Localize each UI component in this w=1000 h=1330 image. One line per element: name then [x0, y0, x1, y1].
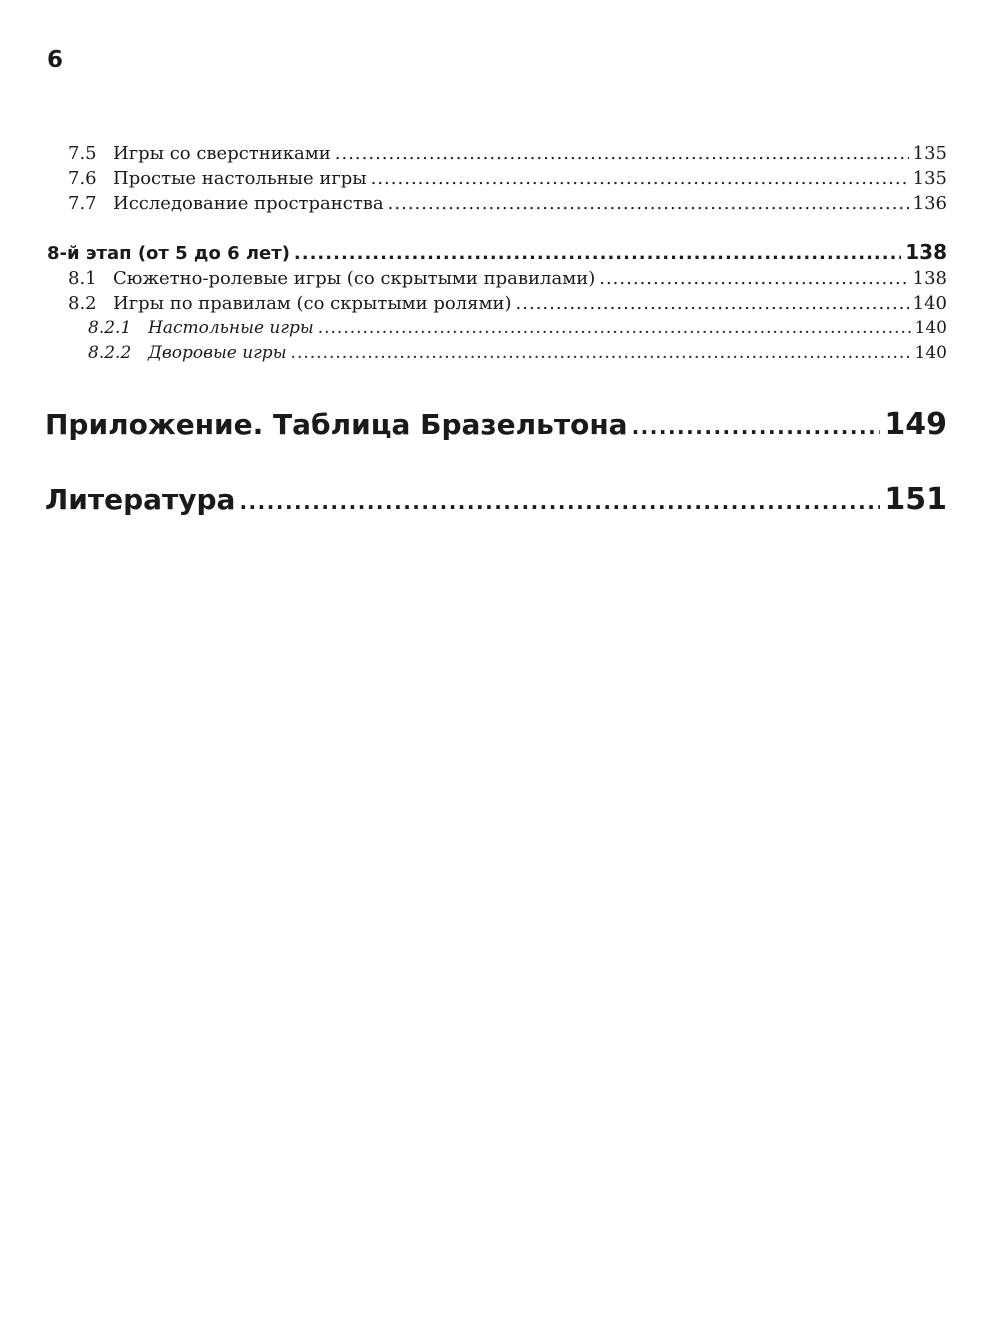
dot-leader: [371, 166, 909, 191]
toc-entry-8-2: [68, 291, 947, 316]
section-title: Игры со сверстниками: [113, 143, 331, 164]
section-title: Игры по правилам (со скрытыми ролями): [113, 293, 512, 314]
section-title: Дворовые игры: [148, 343, 287, 363]
page-ref: 135: [912, 143, 947, 164]
section-title: Сюжетно-ролевые игры (со скрытыми правилами): [113, 268, 596, 289]
section-number: 7.6: [68, 168, 97, 189]
page-ref: 149: [884, 407, 947, 442]
page-number: 6: [47, 47, 64, 73]
dot-leader: [599, 266, 908, 291]
page-ref: 151: [884, 482, 947, 517]
section-number: 8.2: [68, 293, 97, 314]
toc-entry-7-7: [68, 191, 947, 216]
toc-bibliography: [45, 480, 947, 520]
section-title: Настольные игры: [148, 318, 314, 338]
page-ref: 135: [912, 168, 947, 189]
dot-leader: [516, 291, 909, 316]
page-ref: 140: [912, 293, 947, 314]
page-ref: 140: [914, 318, 947, 338]
section-number: 7.7: [68, 193, 97, 214]
section-title: Исследование пространства: [113, 193, 384, 214]
section-number: 8.2.2: [88, 343, 132, 363]
section-number: 8.1: [68, 268, 97, 289]
stage-title: 8-й этап (от 5 до 6 лет): [47, 243, 290, 264]
dot-leader: [335, 141, 909, 166]
page-ref: 140: [914, 343, 947, 363]
page-ref: 138: [905, 240, 947, 264]
dot-leader: [388, 191, 909, 216]
dot-leader: [318, 316, 911, 341]
toc-stage-8: [47, 239, 947, 265]
toc-entry-8-2-2: [88, 341, 947, 366]
toc-entry-7-5: [68, 141, 947, 166]
toc-entry-8-2-1: [88, 316, 947, 341]
page-ref: 138: [912, 268, 947, 289]
section-number: 7.5: [68, 143, 97, 164]
chapter-title: Приложение. Таблица Бразельтона: [45, 408, 628, 441]
chapter-title: Литература: [45, 483, 236, 516]
dot-leader: [632, 407, 881, 447]
page-ref: 136: [912, 193, 947, 214]
toc-entry-7-6: [68, 166, 947, 191]
toc-appendix: [45, 405, 947, 445]
section-title: Простые настольные игры: [113, 168, 367, 189]
dot-leader: [291, 341, 911, 366]
toc-entry-8-1: [68, 266, 947, 291]
dot-leader: [294, 241, 901, 267]
dot-leader: [239, 482, 880, 522]
section-number: 8.2.1: [88, 318, 132, 338]
